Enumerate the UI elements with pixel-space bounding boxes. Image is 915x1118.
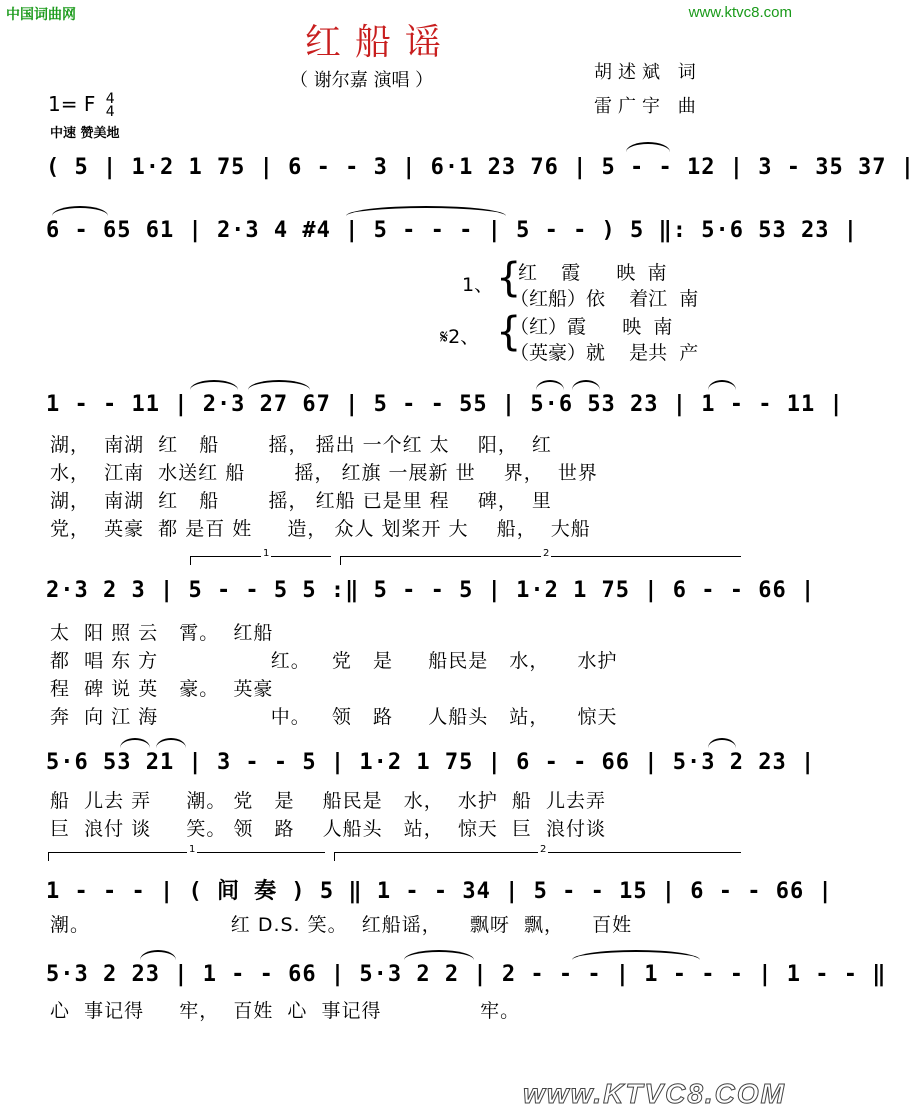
lyric-line: 程 碑 说 英 豪。 英豪 [50,678,274,700]
lyric-line: 水， 江南 水送红 船 摇， 红旗 一展新 世 界， 世界 [50,462,598,484]
slur [346,206,506,216]
time-sig-top: 4 [105,90,115,107]
slur [140,950,176,960]
volta-label: 1 [189,844,196,855]
staff-line-4: 2·3 2 3 | 5 - - 5 5 :‖ 5 - - 5 | 1·2 1 75 | 6 - - 66 | [46,578,816,603]
brace: { [496,309,522,355]
slur [708,738,736,748]
staff-line-3: 1 - - 11 | 2·3 27 67 | 5 - - 55 | 5·6 53 23 | 1 - - 11 | [46,392,844,417]
lyric-line: 巨 浪付 谈 笑。 领 路 人船头 站， 惊天 巨 浪付谈 [50,818,606,840]
lyric-line: 心 事记得 牢， 百姓 心 事记得 牢。 [50,1000,521,1022]
slur [404,950,474,960]
singer-credit: （ 谢尔嘉 演唱 ） [290,70,434,91]
watermark-site-url: www.ktvc8.com [688,4,792,21]
slur [536,380,564,390]
lyric-line: 船 儿去 弄 潮。 党 是 船民是 水， 水护 船 儿去弄 [50,790,606,812]
verse-intro-line: 红 霞 映 南 [518,262,667,284]
slur [572,950,700,960]
staff-line-2: 6 - 65 61 | 2·3 4 #4 | 5 - - - | 5 - - ) 5 ‖: 5·6 53 23 | [46,218,858,243]
volta-label: 2 [543,548,550,559]
lyric-line: 都 唱 东 方 红。 党 是 船民是 水， 水护 [50,650,618,672]
lyric-line: 湖， 南湖 红 船 摇， 摇出 一个红 太 阳， 红 [50,434,552,456]
tempo-marking: 中速 赞美地 [50,126,120,141]
lyricist-credit: 胡述斌 词 [594,62,702,83]
verse-intro-line: （红）霞 映 南 [510,316,673,338]
slur [52,206,108,216]
verse-label-2: 𝄋2、 [440,326,480,348]
key-label: 1= F [48,92,96,116]
lyric-line: 党， 英豪 都 是百 姓 造， 众人 划桨开 大 船， 大船 [50,518,591,540]
staff-line-1: ( 5 | 1·2 1 75 | 6 - - 3 | 6·1 23 76 | 5 - - 12 | 3 - 35 37 | [46,155,915,180]
lyric-line: 太 阳 照 云 霄。 红船 [50,622,274,644]
slur [708,380,736,390]
slur [120,738,150,748]
lyric-line: 潮。 红 D.S. 笑。 红船谣， 飘呀 飘， 百姓 [50,914,633,936]
verse-intro-line: （红船）依 着江 南 [510,288,699,310]
verse-label-1: 1、 [462,274,494,296]
lyric-line: 奔 向 江 海 中。 领 路 人船头 站， 惊天 [50,706,618,728]
composer-credit: 雷广宇 曲 [594,96,702,117]
brace: { [496,255,522,301]
volta-second-ending [340,548,741,565]
staff-line-6: 1 - - - | ( 间 奏 ) 5 ‖ 1 - - 34 | 5 - - 15 | 6 - - 66 | [46,879,833,904]
time-signature [105,90,115,120]
volta-label: 1 [263,548,270,559]
staff-line-5: 5·6 53 21 | 3 - - 5 | 1·2 1 75 | 6 - - 66 | 5·3 2 23 | [46,750,816,775]
verse-intro-line: （英豪）就 是共 产 [510,342,699,364]
staff-line-7: 5·3 2 23 | 1 - - 66 | 5·3 2 2 | 2 - - - | 1 - - - | 1 - - ‖ [46,962,887,987]
watermark-logo: www.KTVC8.COM [523,1078,786,1109]
slur [248,380,310,390]
time-sig-bottom: 4 [105,103,115,120]
slur [572,380,600,390]
song-title: 红船谣 [304,22,455,63]
slur [156,738,186,748]
slur [626,142,670,152]
lyric-line: 湖， 南湖 红 船 摇， 红船 已是里 程 碑， 里 [50,490,552,512]
volta-first-ending [48,844,325,861]
slur [190,380,238,390]
watermark-site-cn: 中国词曲网 [6,7,76,23]
key-signature [48,92,115,119]
volta-label: 2 [540,844,547,855]
volta-second-ending [334,844,741,861]
volta-first-ending [190,548,331,565]
